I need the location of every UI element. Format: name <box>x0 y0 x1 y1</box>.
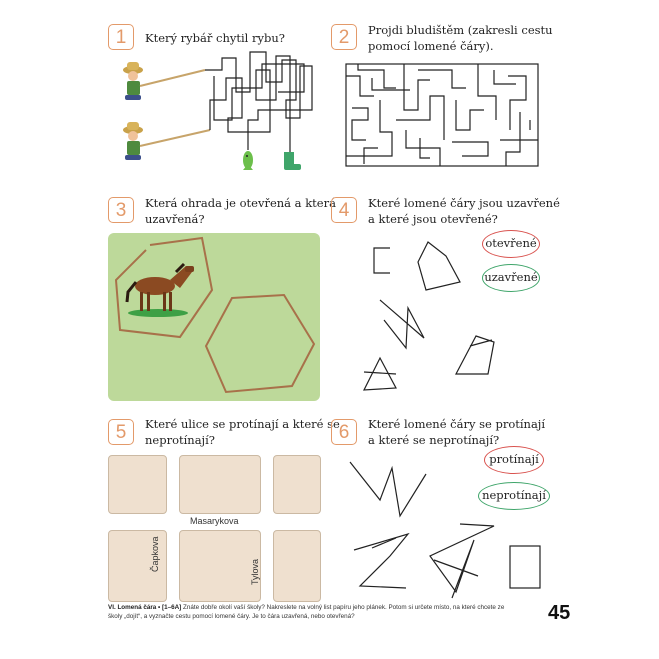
page-number: 45 <box>548 602 571 624</box>
street-capkova[interactable]: Čapkova <box>150 536 160 572</box>
task-4-number: 4 <box>331 197 357 223</box>
footer-line1 <box>108 603 538 612</box>
task-2-number: 2 <box>331 24 357 50</box>
task-4-question-line2: a které jsou otevřené? <box>368 212 498 226</box>
tag-cross[interactable]: protínají <box>484 446 544 474</box>
street-tylova[interactable]: Tylova <box>250 558 260 585</box>
polyline-rectangle <box>510 546 540 588</box>
task-6-question-line1: Které lomené čáry se protínají <box>368 417 546 431</box>
footer-text-1: Znáte dobře okolí vaší školy? Nakreslete na volný list papíru jeho plánek. Potom si určete místo, na které chcete ze <box>183 604 505 611</box>
footer-note <box>108 603 538 621</box>
polyline-star-1 <box>354 534 408 588</box>
task-4-question-line1: Které lomené čáry jsou uzavřené <box>368 196 560 210</box>
tag-open[interactable]: otevřené <box>482 230 540 258</box>
task-3-question-line2: uzavřená? <box>145 212 205 226</box>
tag-nocross[interactable]: neprotínají <box>478 482 550 510</box>
task-1-question-text: Který rybář chytil rybu? <box>145 31 285 45</box>
task-6-number: 6 <box>331 419 357 445</box>
polyline-star-2 <box>430 524 494 598</box>
task-5-question-line2: neprotínají? <box>145 433 215 447</box>
street-masarykova[interactable]: Masarykova <box>190 516 239 526</box>
task-3-question-line1: Která ohrada je otevřená a která <box>145 196 336 210</box>
footer-code: [1–6A] <box>162 604 182 611</box>
task-6-question-line2: a které se neprotínají? <box>368 433 500 447</box>
task-2-question-line1: Projdi bludištěm (zakresli cestu <box>368 23 553 37</box>
footer-chapter: VI. Lomená čára • <box>108 604 161 611</box>
task-5-question-line1: Které ulice se protínají a které se <box>145 417 340 431</box>
tag-closed[interactable]: uzavřené <box>482 264 540 292</box>
footer-line2: školy „dojít“, a vyznačte cestu pomocí lomené čáry. Je to čára uzavřená, nebo otevřená? <box>108 613 355 620</box>
task-3-number: 3 <box>108 197 134 223</box>
polyline-w <box>350 462 426 516</box>
task-5-number: 5 <box>108 419 134 445</box>
task-1-number: 1 <box>108 24 134 50</box>
task-2-question-line2: pomocí lomené čáry). <box>368 39 494 53</box>
